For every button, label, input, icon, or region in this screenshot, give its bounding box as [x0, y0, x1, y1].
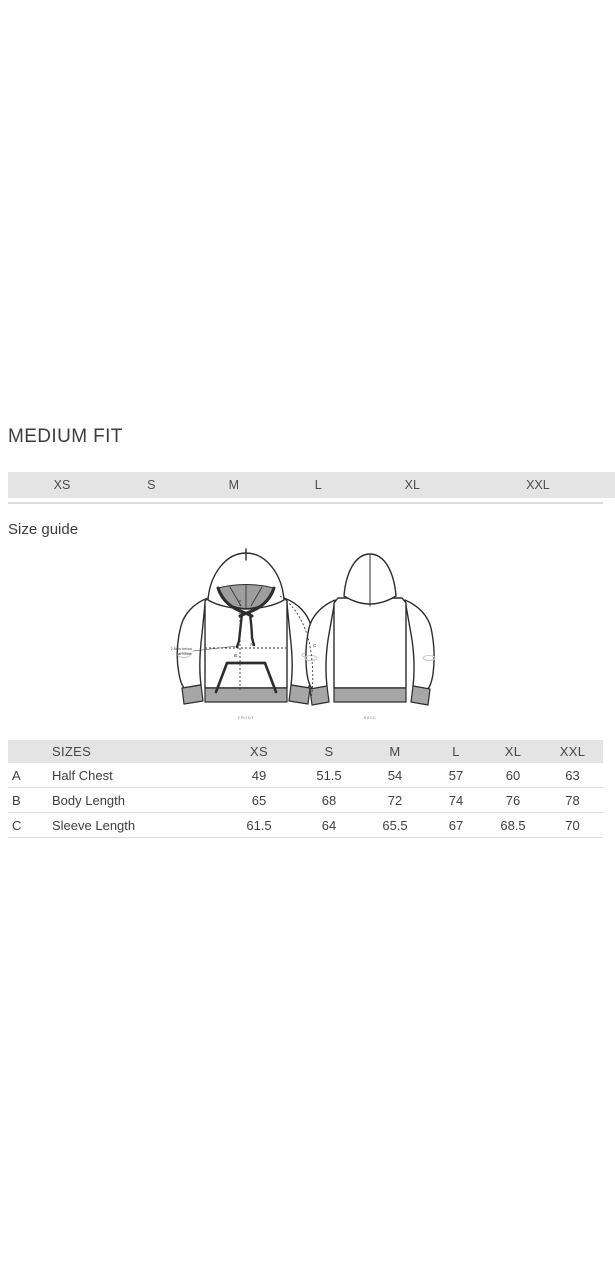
size-option-xxl[interactable]: XXL — [526, 478, 550, 492]
size-table-header — [8, 740, 603, 763]
cell-value: 74 — [448, 792, 464, 808]
cell-value: 68.5 — [500, 817, 526, 833]
size-option-xl[interactable]: XL — [404, 478, 420, 492]
back-left-sleeve — [306, 600, 335, 689]
cell-value: 61.5 — [246, 817, 272, 833]
hoodie-diagram-svg — [148, 546, 470, 726]
front-left-sleeve — [177, 598, 208, 688]
size-bar-underline — [8, 502, 603, 504]
back-view-label: BACK — [363, 715, 377, 720]
cell-value: 70 — [565, 817, 580, 833]
back-left-cuff — [310, 686, 329, 705]
header-col-l: L — [452, 744, 460, 759]
marker-c: C — [313, 643, 317, 648]
row-label: Body Length — [52, 792, 126, 808]
cell-value: 68 — [321, 792, 337, 808]
cell-value: 51.5 — [316, 767, 342, 783]
table-row-sleeve-length — [8, 813, 603, 838]
row-label: Sleeve Length — [52, 817, 136, 833]
back-body — [334, 598, 406, 688]
size-table — [8, 740, 603, 838]
cell-value: 65 — [251, 792, 267, 808]
back-right-cuff — [411, 686, 430, 705]
table-row-body-length — [8, 788, 603, 813]
header-col-s: S — [324, 744, 334, 759]
back-hem-band — [334, 688, 406, 702]
header-col-xl: XL — [504, 744, 522, 759]
cell-value: 49 — [251, 767, 267, 783]
header-col-xs: XS — [250, 744, 268, 759]
cell-value: 65.5 — [382, 817, 408, 833]
cell-value: 57 — [448, 767, 464, 783]
cell-value: 76 — [505, 792, 521, 808]
size-option-m[interactable]: M — [228, 478, 240, 492]
hoodie-measurement-diagram — [148, 546, 470, 726]
cell-value: 54 — [387, 767, 403, 783]
cell-value: 64 — [321, 817, 337, 833]
row-letter: B — [12, 792, 21, 808]
size-option-l[interactable]: L — [314, 478, 322, 492]
size-option-s[interactable]: S — [147, 478, 156, 492]
front-left-cuff — [182, 685, 203, 704]
size-selector-bar — [8, 472, 615, 498]
cell-value: 60 — [505, 767, 521, 783]
header-col-xxl: XXL — [559, 744, 586, 759]
marker-a: A — [250, 642, 254, 647]
header-col-m: M — [389, 744, 401, 759]
row-letter: C — [12, 817, 22, 833]
cell-value: 78 — [565, 792, 580, 808]
table-row-half-chest — [8, 763, 603, 788]
size-option-xs[interactable]: XS — [53, 478, 71, 492]
row-letter: A — [12, 767, 21, 783]
cell-value: 63 — [565, 767, 580, 783]
back-right-sleeve — [405, 600, 434, 689]
size-guide-heading: Size guide — [8, 521, 79, 538]
front-right-cuff — [289, 685, 310, 704]
marker-b: B — [234, 653, 238, 658]
front-view-label: FRONT — [237, 715, 255, 720]
front-body — [205, 598, 287, 688]
header-sizes-label: SIZES — [52, 744, 92, 759]
row-label: Half Chest — [52, 767, 113, 783]
annotation-line1: 2.5cm below — [170, 647, 192, 651]
cell-value: 67 — [448, 817, 464, 833]
cell-value: 72 — [387, 792, 403, 808]
fit-heading: MEDIUM FIT — [8, 426, 123, 447]
annotation-line2: armhole — [178, 652, 192, 656]
